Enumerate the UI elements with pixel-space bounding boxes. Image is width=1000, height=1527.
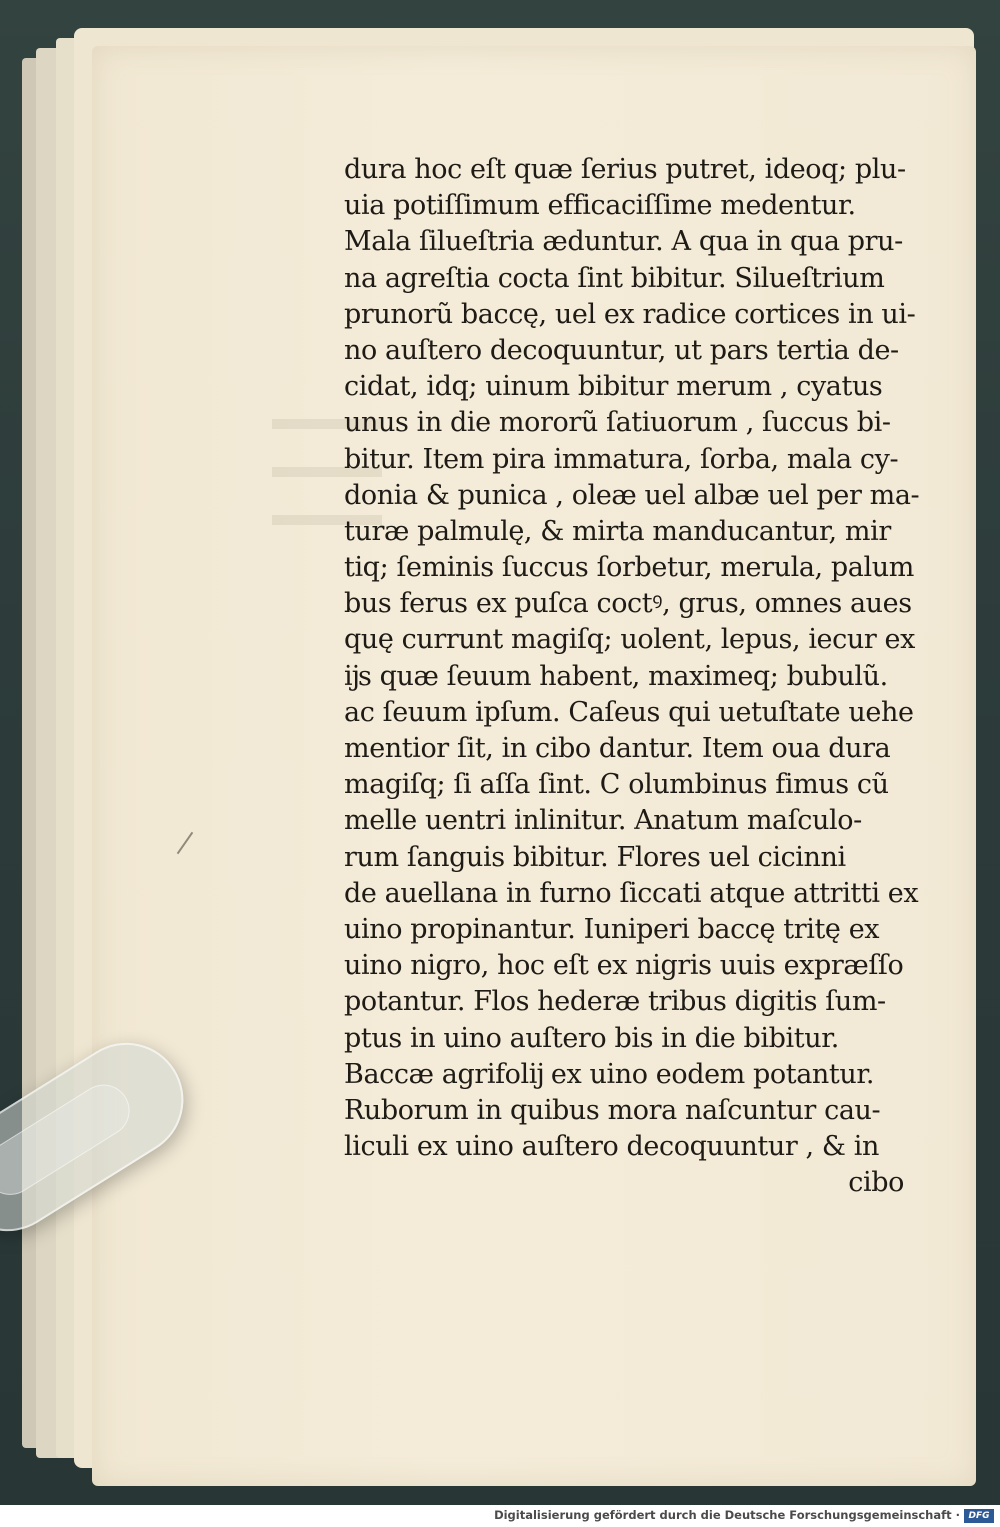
text-line: ĳs quæ ſeuum habent, maximeq; bubulũ. <box>344 660 888 692</box>
text-line: melle uentri inlinitur. Anatum maſculo- <box>344 805 862 837</box>
text-line: uino nigro, hoc eſt ex nigris uuis expræſſo <box>344 950 904 982</box>
text-line: ptus in uino auſtero bis in die bibitur. <box>344 1022 839 1054</box>
text-line: turæ palmulę, & mirta manducantur, mir <box>344 515 891 547</box>
text-line: unus in die mororũ ſatiuorum , ſuccus bi- <box>344 407 891 439</box>
text-line: potantur. Flos hederæ tribus digitis ſum- <box>344 986 886 1018</box>
text-line: de auellana in furno ſiccati atque attritti ex <box>344 877 919 909</box>
text-line: bus ferus ex puſca coctꝰ, grus, omnes aues <box>344 588 912 620</box>
text-line: Baccæ agrifolĳ ex uino eodem potantur. <box>344 1058 875 1090</box>
text-line: Ruborum in quibus mora naſcuntur cau- <box>344 1094 881 1126</box>
text-line: prunorũ baccę, uel ex radice cortices in ui- <box>344 298 916 330</box>
text-line: uia potiſſimum efficaciſſime medentur. <box>344 190 856 222</box>
text-line: donia & punica , oleæ uel albæ uel per ma- <box>344 479 920 511</box>
text-line: uino propinantur. Iuniperi baccę tritę ex <box>344 913 880 945</box>
catchword: cibo <box>848 1167 904 1199</box>
text-line: liculi ex uino auſtero decoquuntur , & in <box>344 1131 879 1163</box>
text-line: dura hoc eſt quæ ſerius putret, ideoq; plu- <box>344 154 906 185</box>
text-line: Mala ſilueſtria æduntur. A qua in qua pru- <box>344 226 903 258</box>
text-line: bitur. Item pira immatura, ſorba, mala cy- <box>344 443 899 475</box>
text-line: cidat, idq; uinum bibitur merum , cyatus <box>344 371 883 403</box>
text-line: rum ſanguis bibitur. Flores uel cicinni <box>344 841 846 873</box>
text-line: ac ſeuum ipſum. Caſeus qui uetuſtate uehe <box>344 696 914 728</box>
dfg-logo-icon: DFG <box>964 1509 994 1523</box>
footer-bar <box>0 1505 1000 1527</box>
text-line: na agreſtia cocta ſint bibitur. Silueſtrium <box>344 262 885 294</box>
text-line: mentior ſit, in cibo dantur. Item oua dura <box>344 733 891 764</box>
text-line: tiq; ſeminis ſuccus ſorbetur, merula, palum <box>344 552 914 584</box>
text-line: quę currunt magiſq; uolent, lepus, iecur ex <box>344 624 915 656</box>
text-block <box>344 152 924 1201</box>
text-line: magiſq; ſi aſſa ſint. C olumbinus fimus cũ <box>344 769 889 801</box>
footer-credit: Digitalisierung gefördert durch die Deutsche Forschungsgemeinschaft · <box>494 1508 960 1522</box>
text-line: no auſtero decoquuntur, ut pars tertia de- <box>344 334 899 366</box>
